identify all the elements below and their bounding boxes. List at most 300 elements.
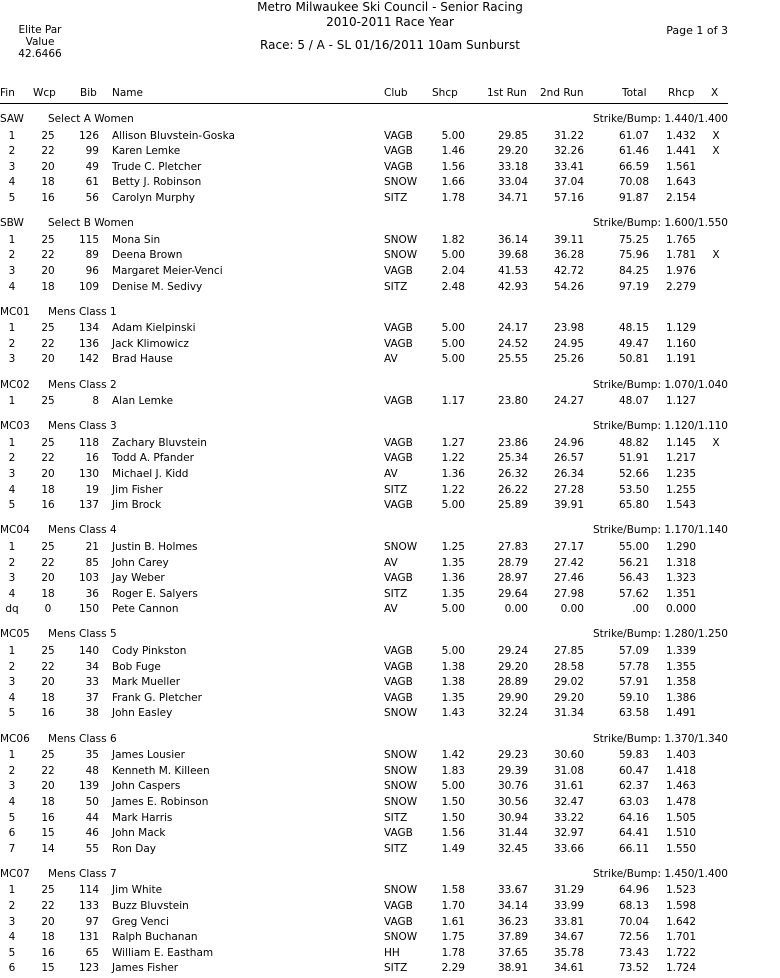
cell-shcp: 1.75 [441,931,465,944]
cell-wcp: 20 [41,780,55,793]
group-code: MC05 [0,628,30,641]
cell-bib: 123 [78,962,99,975]
cell-shcp: 1.50 [441,795,465,808]
cell-fin: 6 [8,962,16,975]
cell-skier-name: Michael J. Kidd [112,468,189,480]
cell-skier-name: Kenneth M. Killeen [112,764,210,777]
table-row [0,145,730,160]
cell-bib: 19 [85,483,99,496]
cell-fin: 2 [8,452,16,465]
cell-club: SNOW [384,795,418,808]
cell-run1: 29.64 [497,587,528,600]
race-info: Race: 5 / A - SL 01/16/2011 10am Sunburst [260,38,520,52]
cell-club: SNOW [384,764,418,777]
cell-rhcp: 1.441 [665,145,696,158]
cell-wcp: 20 [41,160,55,173]
cell-run1: 32.45 [497,842,528,855]
cell-rhcp: 1.160 [665,337,696,350]
cell-total: .00 [632,603,649,616]
cell-rhcp: 1.642 [665,915,696,928]
table-row [0,322,730,337]
table-row [0,588,730,603]
cell-run2: 27.98 [553,587,584,600]
group-header [0,379,730,394]
cell-wcp: 25 [41,322,55,335]
cell-rhcp: 1.781 [665,249,696,262]
cell-bib: 44 [85,811,99,824]
group-code: MC07 [0,867,30,880]
table-row [0,281,730,296]
cell-run2: 23.98 [553,322,584,335]
strike-bump: Strike/Bump: 1.600/1.550 [592,217,728,230]
cell-run1: 29.85 [497,129,528,142]
cell-shcp: 1.17 [441,395,465,408]
cell-wcp: 25 [41,540,55,553]
cell-wcp: 22 [41,900,55,912]
cell-total: 70.08 [618,176,649,189]
cell-run2: 26.57 [553,452,584,465]
group-header [0,868,730,883]
cell-wcp: 16 [41,499,55,512]
cell-fin: 1 [8,233,16,246]
cell-run1: 26.32 [497,468,528,480]
cell-wcp: 16 [41,946,55,959]
cell-club: SITZ [384,842,408,855]
cell-skier-name: Jim Brock [112,499,162,512]
table-row [0,749,730,764]
cell-skier-name: Mona Sin [112,233,161,246]
cell-skier-name: James Fisher [112,962,179,975]
cell-run1: 24.17 [497,322,528,335]
table-row [0,692,730,707]
cell-club: VAGB [384,691,413,704]
cell-club: VAGB [384,900,413,912]
cell-run1: 33.18 [497,160,528,173]
cell-shcp: 1.25 [441,540,465,553]
cell-skier-name: Jim Fisher [112,483,163,496]
cell-fin: 1 [8,884,16,897]
cell-bib: 48 [85,764,99,777]
table-row [0,468,730,483]
cell-run1: 37.65 [497,946,528,959]
cell-total: 72.56 [618,931,649,944]
cell-shcp: 1.66 [441,176,465,189]
cell-fin: 1 [8,395,16,408]
cell-total: 57.09 [618,645,649,657]
cell-skier-name: Carolyn Murphy [112,192,195,204]
cell-club: VAGB [384,322,413,335]
cell-skier-name: Todd A. Pfander [112,452,194,465]
cell-club: HH [384,946,400,959]
cell-wcp: 18 [41,280,55,293]
group-name: Mens Class 1 [48,305,117,318]
cell-rhcp: 1.724 [665,962,696,975]
cell-skier-name: Betty J. Robinson [112,176,202,189]
cell-run2: 26.34 [553,468,584,480]
cell-rhcp: 1.127 [665,395,696,408]
cell-club: AV [384,556,398,569]
cell-club: SITZ [384,587,408,600]
cell-total: 64.16 [618,811,649,824]
cell-total: 57.62 [618,587,649,600]
cell-club: VAGB [384,645,413,657]
col-fin: Fin [0,87,15,99]
cell-run2: 33.99 [553,900,584,912]
cell-wcp: 20 [41,676,55,689]
cell-x-mark: X [712,436,720,449]
cell-shcp: 5.00 [441,603,465,616]
cell-shcp: 1.35 [441,587,465,600]
cell-bib: 150 [78,603,99,616]
cell-wcp: 20 [41,915,55,928]
cell-fin: 3 [8,780,16,793]
column-header-row [0,87,730,101]
cell-wcp: 20 [41,572,55,585]
cell-fin: 5 [8,811,16,824]
cell-rhcp: 1.255 [665,483,696,496]
cell-skier-name: Bob Fuge [112,660,161,673]
cell-run2: 34.67 [553,931,584,944]
cell-wcp: 0 [44,603,52,616]
cell-fin: 5 [8,707,16,720]
cell-fin: 1 [8,540,16,553]
cell-run2: 24.96 [553,436,584,449]
cell-run1: 28.97 [497,572,528,585]
cell-club: VAGB [384,660,413,673]
table-row [0,234,730,249]
cell-run2: 32.26 [553,145,584,158]
cell-rhcp: 1.561 [665,160,696,173]
cell-run2: 30.60 [553,749,584,762]
cell-fin: 1 [8,749,16,762]
cell-run1: 23.80 [497,395,528,408]
cell-shcp: 2.04 [441,264,465,277]
cell-club: VAGB [384,264,413,277]
cell-fin: 3 [8,915,16,928]
cell-skier-name: Trude C. Pletcher [112,160,202,173]
cell-run1: 30.76 [497,780,528,793]
cell-bib: 96 [85,264,99,277]
strike-bump: Strike/Bump: 1.120/1.110 [592,420,728,433]
cell-fin: 2 [8,660,16,673]
cell-skier-name: Margaret Meier-Venci [112,264,223,277]
cell-rhcp: 2.279 [665,280,696,293]
cell-club: SITZ [384,811,408,824]
cell-total: 56.21 [618,556,649,569]
cell-total: 50.81 [618,353,649,366]
cell-bib: 115 [78,233,99,246]
cell-run1: 38.91 [497,962,528,975]
cell-rhcp: 1.418 [665,764,696,777]
cell-fin: 2 [8,764,16,777]
cell-shcp: 5.00 [441,780,465,793]
table-row [0,827,730,842]
group-code: SBW [0,217,24,230]
cell-club: SNOW [384,176,418,189]
strike-bump: Strike/Bump: 1.370/1.340 [592,732,728,745]
table-row [0,541,730,556]
table-row [0,962,730,977]
cell-bib: 49 [85,160,99,173]
cell-wcp: 18 [41,931,55,944]
cell-fin: 1 [8,129,16,142]
cell-run1: 34.71 [497,192,528,204]
cell-fin: 3 [8,160,16,173]
cell-run2: 0.00 [560,603,584,616]
cell-club: VAGB [384,160,413,173]
table-row [0,452,730,467]
cell-shcp: 2.48 [441,280,465,293]
cell-shcp: 1.42 [441,749,465,762]
cell-total: 84.25 [618,264,649,277]
cell-wcp: 22 [41,452,55,465]
cell-run2: 33.41 [553,160,584,173]
table-row [0,557,730,572]
cell-club: SNOW [384,249,418,262]
cell-skier-name: Justin B. Holmes [112,540,198,553]
cell-shcp: 1.43 [441,707,465,720]
table-row [0,884,730,899]
cell-club: VAGB [384,499,413,512]
cell-shcp: 5.00 [441,129,465,142]
cell-wcp: 18 [41,795,55,808]
cell-wcp: 16 [41,192,55,204]
table-row [0,765,730,780]
cell-run2: 33.81 [553,915,584,928]
cell-club: VAGB [384,915,413,928]
cell-skier-name: Ron Day [112,842,156,855]
cell-total: 51.91 [618,452,649,465]
cell-fin: 3 [8,676,16,689]
cell-skier-name: Brad Hause [112,353,173,366]
cell-club: VAGB [384,129,413,142]
cell-total: 64.96 [618,884,649,897]
cell-rhcp: 1.491 [665,707,696,720]
cell-club: SNOW [384,780,418,793]
cell-bib: 137 [78,499,99,512]
cell-skier-name: Karen Lemke [112,145,181,158]
col-wcp: Wcp [33,87,56,99]
cell-shcp: 1.82 [441,233,465,246]
cell-rhcp: 1.478 [665,795,696,808]
cell-rhcp: 1.145 [665,436,696,449]
cell-total: 70.04 [618,915,649,928]
cell-wcp: 20 [41,264,55,277]
cell-shcp: 1.27 [441,436,465,449]
strike-bump: Strike/Bump: 1.450/1.400 [592,867,728,880]
cell-run2: 32.97 [553,827,584,840]
table-row [0,645,730,660]
cell-club: SNOW [384,540,418,553]
cell-run2: 29.20 [553,691,584,704]
cell-total: 48.82 [618,436,649,449]
cell-run1: 29.90 [497,691,528,704]
cell-total: 61.07 [618,129,649,142]
table-row [0,265,730,280]
table-row [0,572,730,587]
cell-bib: 35 [85,749,99,762]
cell-rhcp: 1.550 [665,842,696,855]
cell-skier-name: Alan Lemke [112,395,174,408]
cell-wcp: 15 [41,962,55,975]
cell-x-mark: X [712,249,720,262]
group-name: Select B Women [48,217,134,230]
group-name: Select A Women [48,113,134,125]
table-row [0,484,730,499]
cell-rhcp: 1.355 [665,660,696,673]
table-row [0,843,730,858]
strike-bump: Strike/Bump: 1.440/1.400 [592,113,728,125]
cell-fin: 7 [8,842,16,855]
cell-total: 60.47 [618,764,649,777]
cell-shcp: 1.36 [441,572,465,585]
cell-skier-name: John Carey [112,556,169,569]
cell-shcp: 5.00 [441,337,465,350]
cell-bib: 34 [85,660,99,673]
cell-run2: 57.16 [553,192,584,204]
group-code: MC01 [0,305,30,318]
cell-shcp: 1.35 [441,556,465,569]
cell-wcp: 25 [41,233,55,246]
cell-wcp: 14 [41,842,55,855]
cell-fin: 2 [8,900,16,912]
table-row [0,603,730,618]
cell-run1: 39.68 [497,249,528,262]
cell-bib: 103 [78,572,99,585]
cell-bib: 36 [85,587,99,600]
cell-rhcp: 1.191 [665,353,696,366]
cell-rhcp: 1.217 [665,452,696,465]
cell-club: VAGB [384,452,413,465]
cell-bib: 8 [92,395,99,408]
org-title: Metro Milwaukee Ski Council - Senior Racing [257,0,523,14]
cell-club: AV [384,468,398,480]
group-name: Mens Class 3 [48,420,117,433]
group-header [0,628,730,643]
cell-shcp: 2.29 [441,962,465,975]
cell-fin: 4 [8,587,16,600]
report-title-block [200,0,580,53]
cell-shcp: 1.58 [441,884,465,897]
table-row [0,353,730,368]
cell-skier-name: Cody Pinkston [112,645,187,657]
cell-wcp: 20 [41,353,55,366]
table-row [0,947,730,962]
cell-fin: 5 [8,192,16,204]
cell-total: 59.10 [618,691,649,704]
cell-rhcp: 1.505 [665,811,696,824]
cell-shcp: 5.00 [441,353,465,366]
cell-total: 53.50 [618,483,649,496]
cell-run2: 35.78 [553,946,584,959]
cell-rhcp: 1.543 [665,499,696,512]
cell-run1: 31.44 [497,827,528,840]
cell-rhcp: 1.403 [665,749,696,762]
table-row [0,916,730,931]
cell-run1: 30.94 [497,811,528,824]
cell-run2: 31.22 [553,129,584,142]
col-total: Total [622,87,647,99]
cell-total: 65.80 [618,499,649,512]
cell-run1: 34.14 [497,900,528,912]
cell-rhcp: 1.318 [665,556,696,569]
cell-run1: 42.93 [497,280,528,293]
strike-bump: Strike/Bump: 1.170/1.140 [592,524,728,537]
cell-total: 63.03 [618,795,649,808]
cell-run2: 37.04 [553,176,584,189]
cell-total: 62.37 [618,780,649,793]
cell-run1: 29.24 [497,645,528,657]
cell-run2: 31.61 [553,780,584,793]
cell-club: VAGB [384,337,413,350]
group-name: Mens Class 5 [48,628,117,641]
cell-bib: 65 [85,946,99,959]
cell-run2: 24.95 [553,337,584,350]
cell-bib: 61 [85,176,99,189]
cell-run1: 33.67 [497,884,528,897]
cell-wcp: 16 [41,707,55,720]
cell-run2: 39.11 [553,233,584,246]
cell-run1: 28.79 [497,556,528,569]
table-row [0,796,730,811]
cell-wcp: 18 [41,691,55,704]
cell-bib: 109 [78,280,99,293]
cell-club: SITZ [384,192,408,204]
cell-skier-name: Zachary Bluvstein [112,436,207,449]
table-row [0,161,730,176]
cell-bib: 33 [85,676,99,689]
table-row [0,130,730,145]
cell-run2: 25.26 [553,353,584,366]
cell-wcp: 25 [41,645,55,657]
cell-run2: 32.47 [553,795,584,808]
cell-rhcp: 1.323 [665,572,696,585]
cell-fin: dq [5,603,19,616]
cell-shcp: 1.22 [441,483,465,496]
cell-club: SITZ [384,962,408,975]
table-row [0,707,730,722]
cell-wcp: 25 [41,749,55,762]
elite-par-label: Elite Par [18,24,62,36]
cell-run1: 32.24 [497,707,528,720]
cell-fin: 1 [8,645,16,657]
cell-skier-name: Mark Mueller [112,676,181,689]
cell-rhcp: 1.386 [665,691,696,704]
col-run2: 2nd Run [540,87,584,99]
cell-shcp: 5.00 [441,322,465,335]
cell-run1: 25.55 [497,353,528,366]
cell-rhcp: 1.701 [665,931,696,944]
elite-par-value: 42.6466 [18,48,62,60]
cell-skier-name: Denise M. Sedivy [112,280,203,293]
table-row [0,192,730,207]
cell-shcp: 1.61 [441,915,465,928]
cell-wcp: 22 [41,337,55,350]
table-row [0,437,730,452]
race-year: 2010-2011 Race Year [326,15,454,29]
cell-bib: 55 [85,842,99,855]
cell-shcp: 1.56 [441,160,465,173]
cell-run2: 27.28 [553,483,584,496]
cell-rhcp: 1.523 [665,884,696,897]
cell-rhcp: 1.235 [665,468,696,480]
cell-fin: 2 [8,249,16,262]
cell-bib: 89 [85,249,99,262]
cell-shcp: 1.38 [441,660,465,673]
cell-total: 55.00 [618,540,649,553]
page-number: Page 1 of 3 [666,24,728,37]
table-row [0,395,730,410]
